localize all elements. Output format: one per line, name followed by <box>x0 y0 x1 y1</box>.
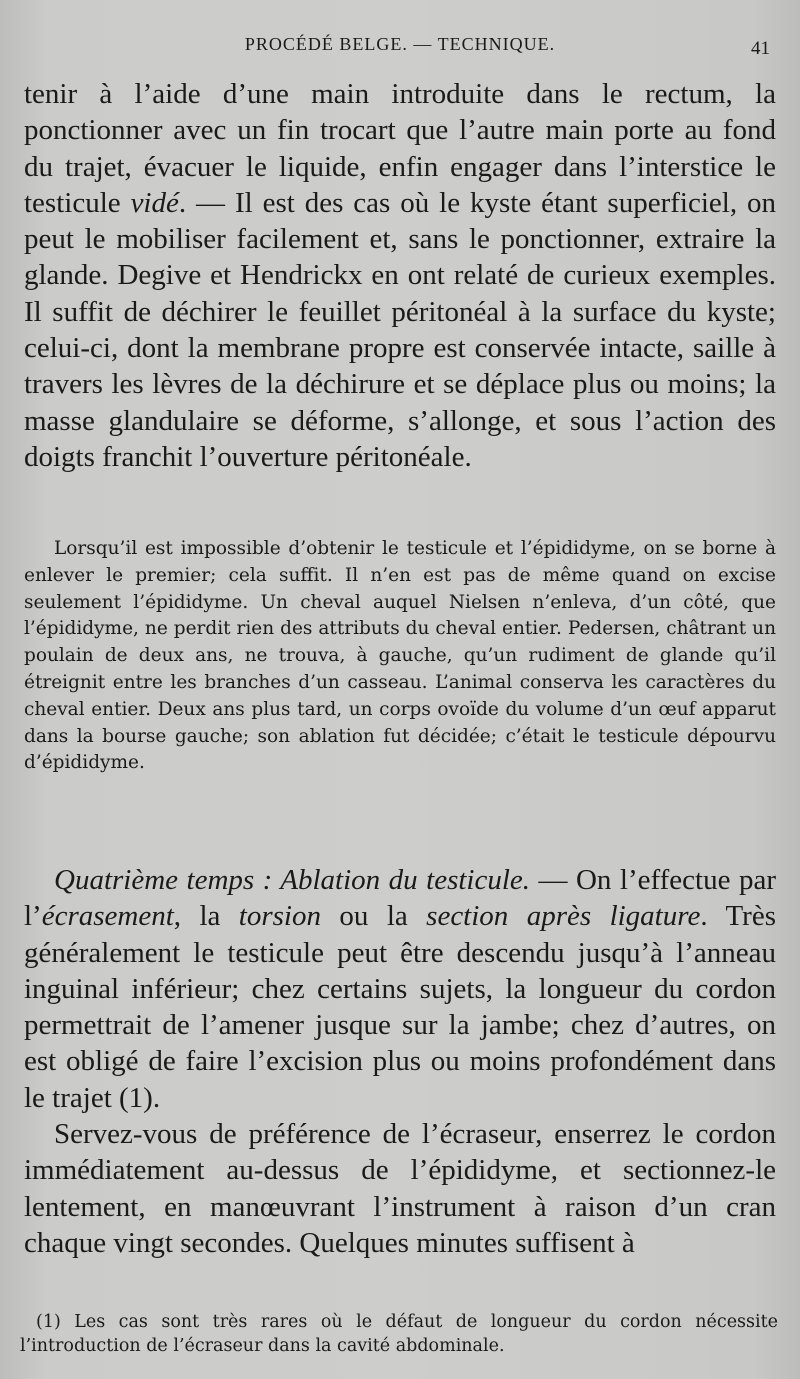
paragraph-2-text-c: ou la <box>320 900 427 933</box>
running-title: PROCÉDÉ BELGE. — TECHNIQUE. <box>244 34 556 54</box>
section-heading-ablation: Quatrième temps : Ablation du testicule. <box>54 864 531 896</box>
paragraph-2-emphasis-1: écrasement <box>41 900 174 933</box>
running-header <box>0 34 800 60</box>
body-paragraph-1 <box>24 76 776 475</box>
small-print-text: Lorsqu’il est impossible d’obtenir le testicule et l’épididyme, on se borne à enlever le premier; cela suffit. Il n’en est pas de même quand on excise seulement l’épididyme. Un cheval auquel Nielsen n’enleva, d’un côté, que l’épididyme, ne perdit rien des attributs du cheval entier. Pedersen, châtrant un poulain de deux ans, ne trouva, à gauche, qu’un rudiment de glande qu’il étreignit entre les branches d’un casseau. L’animal conserva les caractères du cheval entier. Deux ans plus tard, un corps ovoïde du volume d’un œuf apparut dans la bourse gauche; son ablation fut décidée; c’était le testicule dépourvu d’épididyme. <box>24 538 776 774</box>
paragraph-2-text-a: — On l’effectue par l’ <box>24 864 776 933</box>
small-print-paragraph <box>24 536 776 777</box>
body-section-ablation <box>24 862 776 1261</box>
paragraph-2-emphasis-3: section après ligature <box>426 900 701 933</box>
paragraph-2-text-b: , la <box>173 900 239 933</box>
footnote <box>20 1310 778 1358</box>
body-paragraph-2 <box>24 862 776 1116</box>
paragraph-1-emphasis: vidé <box>130 186 179 219</box>
footnote-text: (1) Les cas sont très rares où le défaut de longueur du cordon nécessite l’introduction de l’écraseur dans la cavité abdominale. <box>20 1312 778 1356</box>
paragraph-2-text-d: . Très généralement le testicule peut être descendu jusqu’à l’anneau inguinal inférieur; chez certains sujets, la longueur du cordon permettrait de l’amener jusque sur la jambe; chez d’autres, on est obligé de faire l’excision plus ou moins profondément dans le trajet (1). <box>24 900 776 1114</box>
body-paragraph-3: Servez-vous de préférence de l’écraseur, enserrez le cordon immédiatement au-dessus de l’épididyme, et sectionnez-le lentement, en manœuvrant l’instrument à raison d’un cran chaque vingt secondes. Quelques minutes suffisent à <box>24 1118 776 1259</box>
paragraph-1-text-a: tenir à l’aide d’une main introduite dans le rectum, la ponctionner avec un fin trocart que l’autre main porte au fond du trajet, évacuer le liquide, enfin engager dans l’interstice le testicule <box>24 78 776 219</box>
paragraph-2-emphasis-2: torsion <box>238 900 321 933</box>
paragraph-1-text-b: . — Il est des cas où le kyste étant superficiel, on peut le mobiliser facilement et, sans le ponctionner, extraire la glande. Degive et Hendrickx en ont relaté de curieux exemples. Il suffit de déchirer le feuillet péritonéal à la surface du kyste; celui-ci, dont la membrane propre est conservée intacte, saille à travers les lèvres de la déchirure et se déplace plus ou moins; la masse glandulaire se déforme, s’allonge, et sous l’action des doigts franchit l’ouverture péritonéale. <box>24 186 776 473</box>
page-number: 41 <box>751 38 770 59</box>
